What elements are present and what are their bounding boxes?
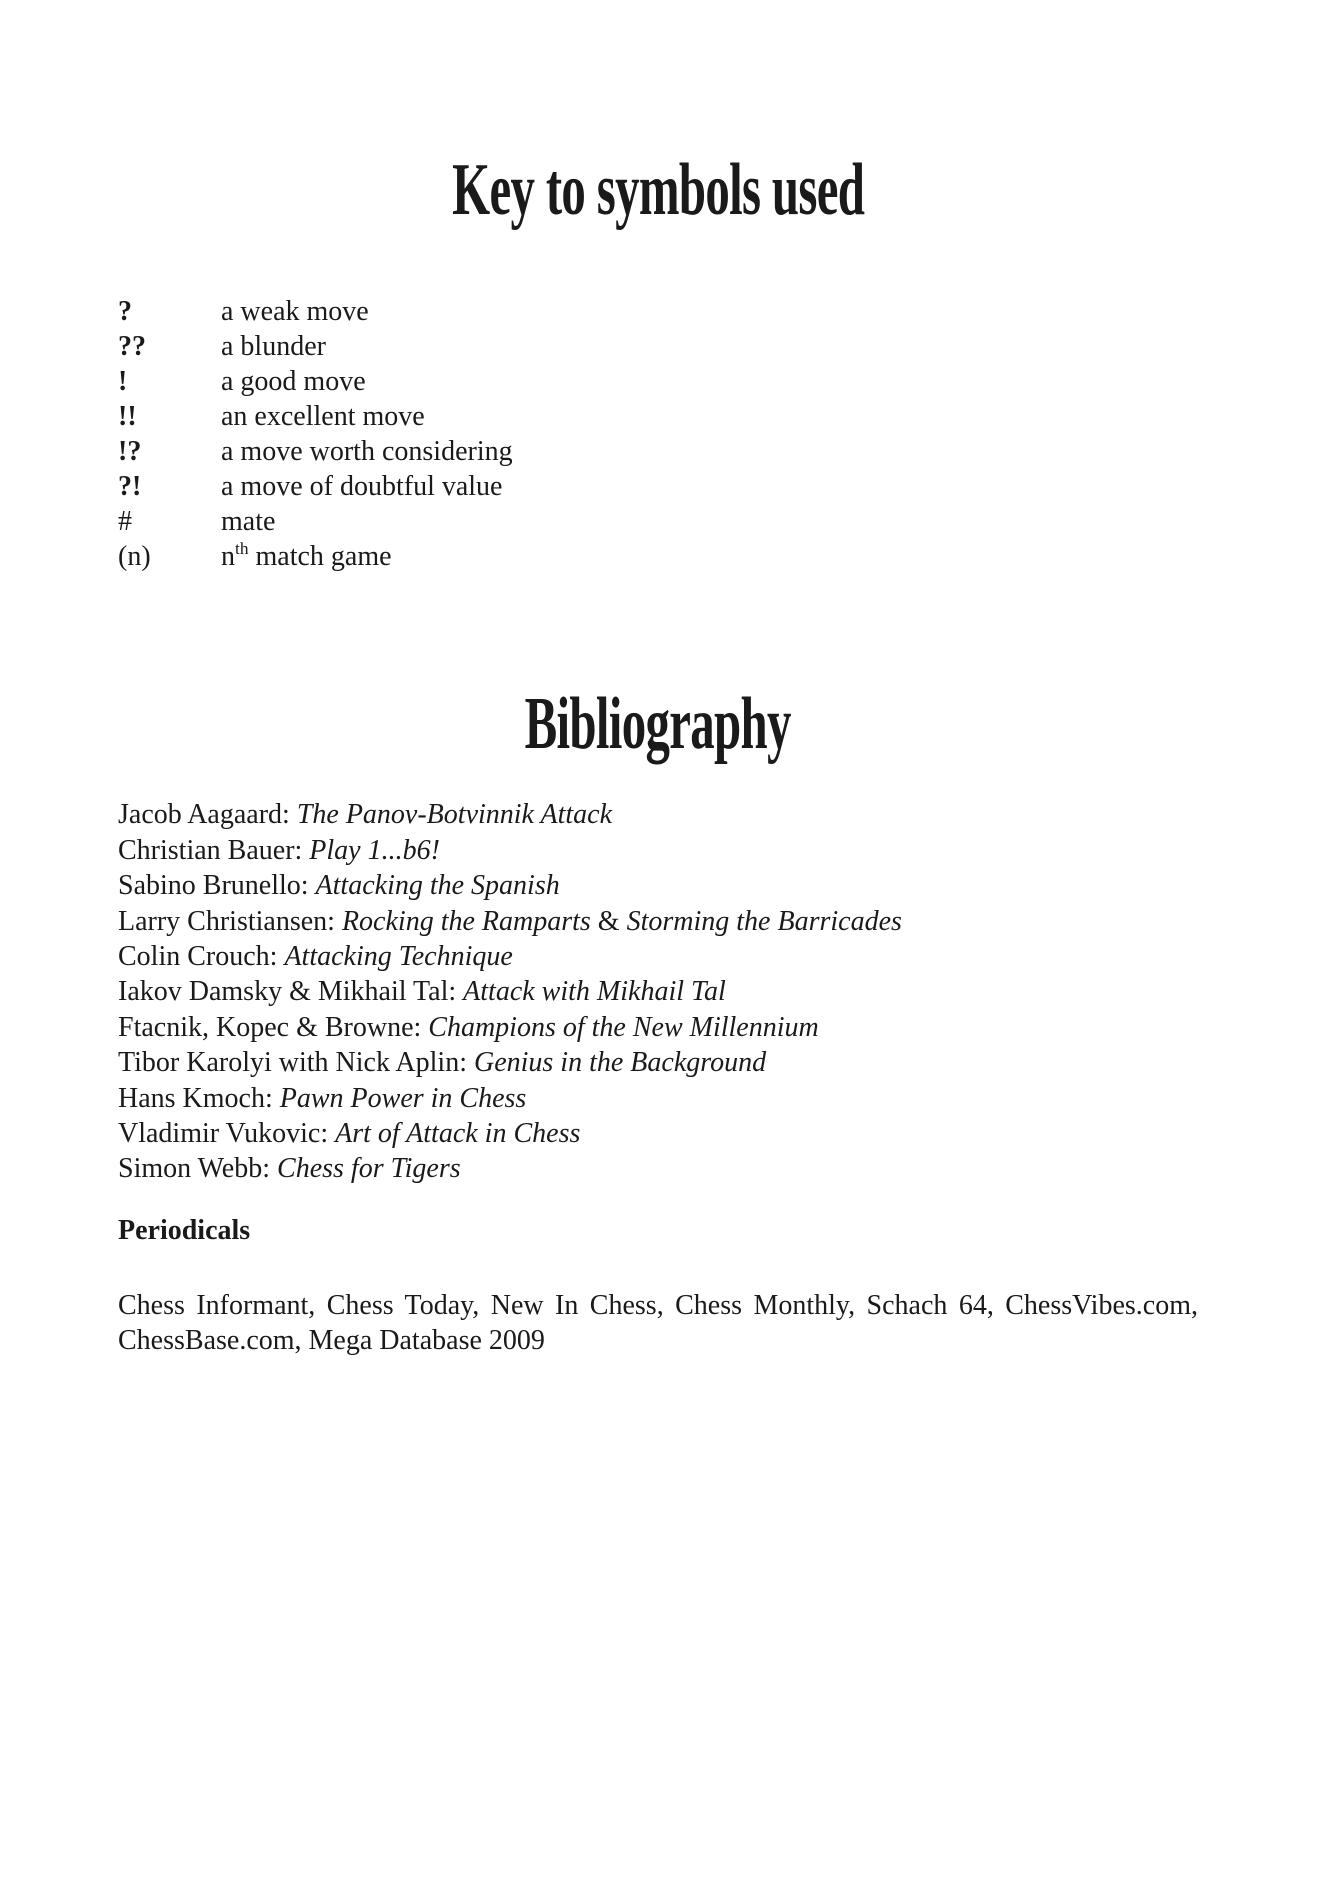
bibliography-entry bbox=[118, 974, 1198, 1009]
symbol-meaning-segment: n bbox=[221, 540, 235, 572]
symbol-meaning-segment: a move worth considering bbox=[221, 435, 513, 467]
bibliography-entry-segment: Rocking the Ramparts bbox=[341, 905, 591, 937]
symbol-glyph: !! bbox=[118, 400, 137, 432]
bibliography-entry-segment: Ftacnik, Kopec & Browne: bbox=[118, 1011, 429, 1043]
symbol-glyph: ! bbox=[118, 365, 128, 397]
symbol-meaning-segment: a weak move bbox=[221, 295, 369, 327]
bibliography-entry-segment: Attack with Mikhail Tal bbox=[463, 976, 726, 1008]
symbol-meaning-segment: a good move bbox=[221, 365, 366, 397]
bibliography-entry-segment: Jacob Aagaard: bbox=[118, 799, 297, 831]
bibliography-entry bbox=[118, 1010, 1198, 1045]
bibliography-entry-segment: Simon Webb: bbox=[118, 1153, 278, 1185]
symbol-meaning bbox=[221, 294, 369, 329]
bibliography-entry-segment: & bbox=[590, 905, 627, 937]
symbol-meaning-segment: mate bbox=[221, 505, 276, 537]
key-section-title bbox=[118, 0, 1198, 230]
bibliography-entry-segment: Iakov Damsky & Mikhail Tal: bbox=[118, 976, 464, 1008]
key-section-title-text: Key to symbols used bbox=[451, 149, 865, 231]
book-page bbox=[118, 0, 1198, 1890]
symbol-row bbox=[118, 399, 1198, 434]
periodicals-text: Chess Informant, Chess Today, New In Chess, Chess Monthly, Schach 64, ChessVibes.com, ChessBase.com, Mega Database 2009 bbox=[118, 1289, 1198, 1356]
bibliography-entry-segment: Art of Attack in Chess bbox=[335, 1118, 581, 1150]
symbol-meaning bbox=[221, 504, 275, 539]
symbol-glyph: !? bbox=[118, 435, 142, 467]
symbol-meaning-segment: an excellent move bbox=[221, 400, 425, 432]
bibliography-entry-segment: Play 1...b6! bbox=[309, 834, 440, 866]
bibliography-entry bbox=[118, 833, 1198, 868]
bibliography-entry-segment: Chess for Tigers bbox=[277, 1153, 461, 1185]
bibliography-title-text: Bibliography bbox=[524, 682, 792, 765]
bibliography-entry-segment: Christian Bauer: bbox=[118, 834, 310, 866]
bibliography-entry bbox=[118, 1116, 1198, 1151]
symbol-row bbox=[118, 329, 1198, 364]
bibliography-entry-segment: Pawn Power in Chess bbox=[279, 1082, 527, 1114]
bibliography-entry bbox=[118, 1151, 1198, 1186]
symbol-row bbox=[118, 539, 1198, 574]
symbol-row bbox=[118, 364, 1198, 399]
symbol-row bbox=[118, 294, 1198, 329]
symbol-meaning-segment: th bbox=[235, 538, 249, 558]
bibliography-entry-segment: Hans Kmoch: bbox=[118, 1082, 280, 1114]
symbol-row bbox=[118, 434, 1198, 469]
symbol-glyph: ? bbox=[118, 295, 132, 327]
periodicals-heading: Periodicals bbox=[118, 1214, 251, 1246]
bibliography-entry bbox=[118, 904, 1198, 939]
bibliography-title bbox=[118, 682, 1198, 765]
bibliography-entry-segment: Attacking Technique bbox=[284, 941, 513, 972]
symbol-meaning bbox=[221, 469, 502, 504]
symbol-meaning bbox=[221, 329, 326, 364]
symbol-row bbox=[118, 504, 1198, 539]
symbols-list bbox=[118, 294, 1198, 574]
bibliography-entry-segment: Sabino Brunello: bbox=[118, 870, 316, 902]
bibliography-list bbox=[118, 797, 1198, 1186]
bibliography-entry-segment: Colin Crouch: bbox=[118, 941, 285, 972]
bibliography-entry-segment: Larry Christiansen: bbox=[118, 905, 342, 937]
bibliography-entry-segment: Vladimir Vukovic: bbox=[118, 1118, 336, 1150]
bibliography-entry bbox=[118, 1045, 1198, 1080]
bibliography-entry-segment: Tibor Karolyi with Nick Aplin: bbox=[118, 1047, 474, 1079]
bibliography-entry bbox=[118, 939, 1198, 974]
symbol-meaning bbox=[221, 434, 513, 469]
bibliography-entry-segment: Attacking the Spanish bbox=[315, 870, 560, 902]
symbol-meaning-segment: match game bbox=[248, 540, 392, 572]
symbol-meaning bbox=[221, 539, 392, 574]
bibliography-entry-segment: Champions of the New Millennium bbox=[428, 1011, 819, 1043]
bibliography-entry bbox=[118, 868, 1198, 903]
bibliography-entry-segment: The Panov-Botvinnik Attack bbox=[296, 799, 612, 831]
symbol-glyph: ?! bbox=[118, 470, 142, 502]
symbol-meaning-segment: a blunder bbox=[221, 330, 326, 362]
symbol-meaning bbox=[221, 364, 366, 399]
bibliography-entry bbox=[118, 797, 1198, 832]
symbol-meaning-segment: a move of doubtful value bbox=[221, 470, 503, 502]
bibliography-entry-segment: Storming the Barricades bbox=[626, 905, 902, 937]
symbol-glyph: (n) bbox=[118, 540, 151, 572]
bibliography-entry-segment: Genius in the Background bbox=[473, 1047, 767, 1079]
symbol-glyph: ?? bbox=[118, 330, 146, 362]
symbol-meaning bbox=[221, 399, 425, 434]
symbol-glyph: # bbox=[118, 505, 132, 537]
symbol-row bbox=[118, 469, 1198, 504]
bibliography-entry bbox=[118, 1081, 1198, 1116]
